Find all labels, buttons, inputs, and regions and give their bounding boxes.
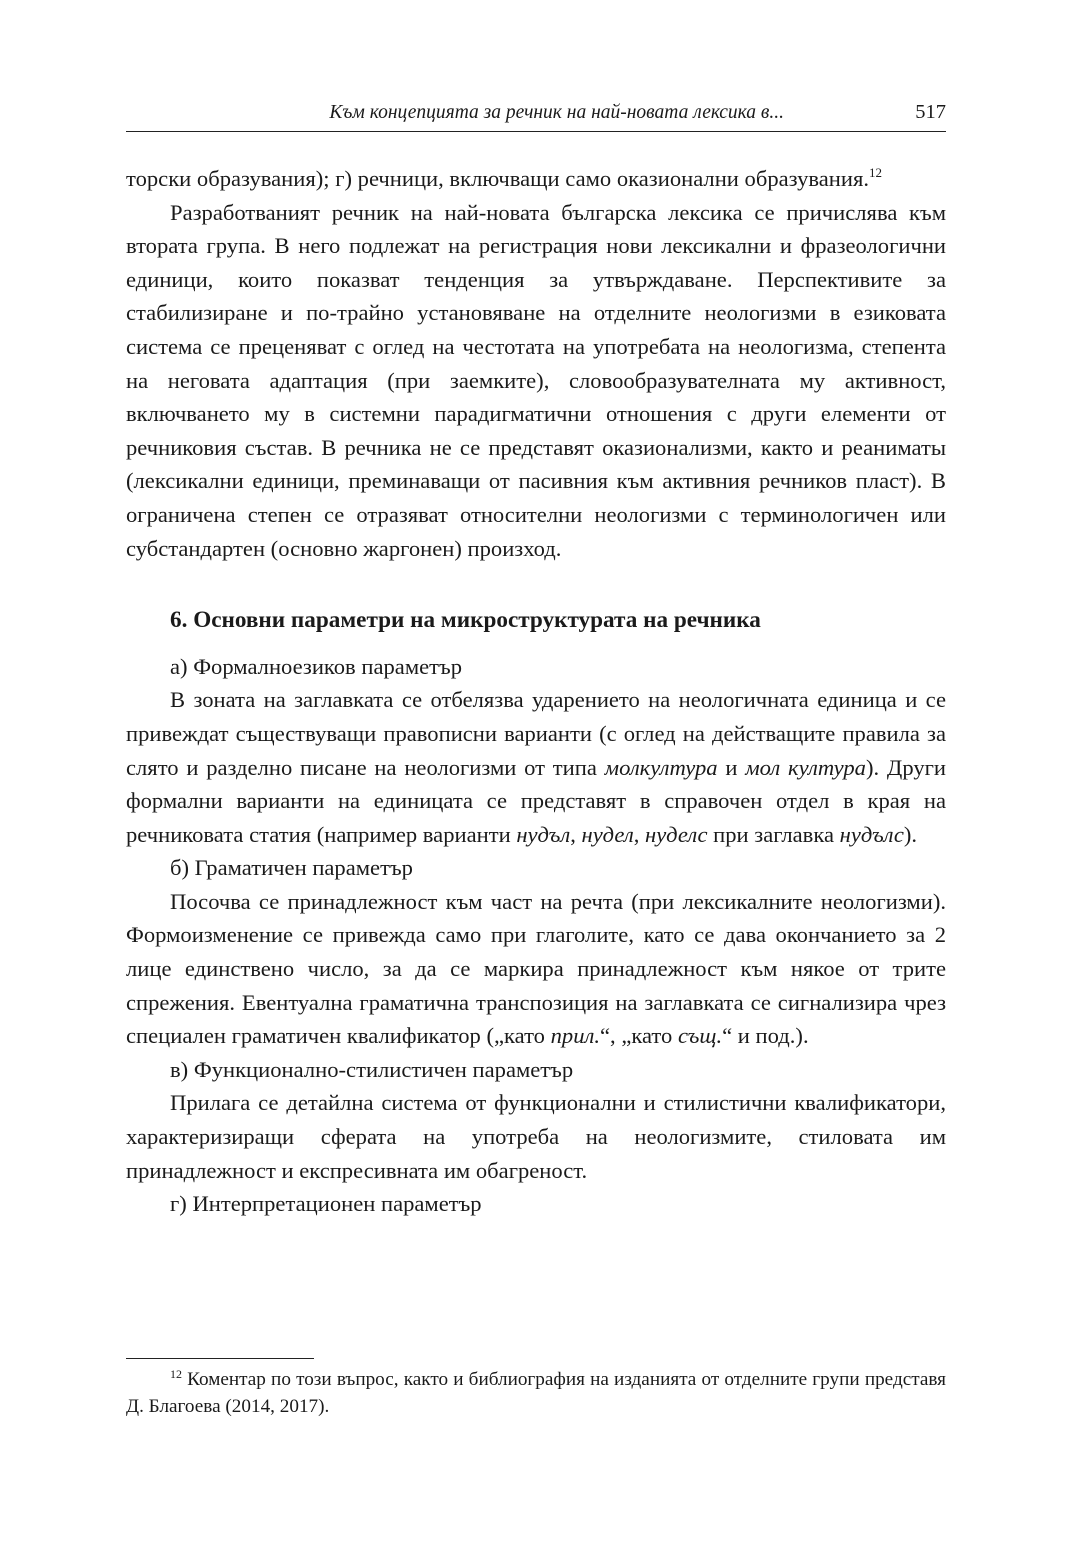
footnote-reference[interactable]: 12: [869, 165, 883, 180]
text-run: ).: [903, 821, 918, 847]
running-header: [126, 101, 946, 132]
qualifier-term: същ.: [677, 1023, 723, 1049]
footnote-divider: [126, 1358, 314, 1359]
text-run: ,: [570, 821, 582, 847]
text-run: В зоната на заглавката се отбелязва ударението на неологичната единица и се привеждат съществуващи правописни варианти (с оглед на действащите правила за слято и разделно писане на неологизми от типа: [126, 687, 946, 780]
text-run: при заглавка: [707, 821, 840, 847]
page-number: 517: [915, 101, 946, 123]
example-term: молкултура: [604, 754, 718, 780]
paragraph-text: торски образувания); г) речници, включващи само оказионални образувания.: [126, 166, 870, 191]
text-run: ). Други формални варианти на единицата се представят в справочен отдел в края на речниковата статия (например варианти: [126, 754, 946, 847]
running-title: Към концепцията за речник на най-новата лексика в...: [329, 102, 784, 123]
text-run: ,: [633, 821, 646, 847]
text-run: “, „като: [600, 1023, 678, 1049]
paragraph-stylistic-parameter: Прилага се детайлна система от функционални и стилистични квалификатори, характеризиращи сферата на употреба на неологизмите, стиловата им принадлежност и експресивната им обагреност.: [126, 1090, 946, 1183]
example-headword: нудълс: [839, 821, 904, 847]
example-variant: нудел: [581, 821, 634, 847]
subheading-stylistic-parameter: в) Функционално-стилистичен параметър: [170, 1056, 574, 1082]
subheading-interpretive-parameter: г) Интерпретационен параметър: [170, 1191, 482, 1217]
paragraph-grammatical-parameter: [126, 885, 946, 1053]
text-run: “ и под.).: [722, 1023, 809, 1049]
paragraph-continued: [126, 162, 946, 196]
footnote-body: Коментар по този въпрос, както и библиография на изданията от отделните групи представя Д. Благоева (2014, 2017).: [126, 1369, 946, 1417]
example-term: мол култура: [745, 754, 866, 780]
example-variant: нуделс: [645, 821, 708, 847]
footnote-text: [126, 1366, 946, 1420]
footnote: [126, 1366, 946, 1420]
section-heading: 6. Основни параметри на микроструктурата на речника: [170, 607, 761, 634]
text-run: Посочва се принадлежност към част на речта (при лексикалните неологизми). Формоизменение се привежда само при глаголите, като се дава окончанието за 2 лице единствено число, за да се маркира принадлежност към някое от трите спрежения. Евентуална граматична транспозиция на заглавката се сигнализира чрез специален граматичен квалификатор („като: [126, 888, 946, 1049]
example-variant: нудъл: [516, 821, 571, 847]
page-body: [126, 162, 946, 1221]
paragraph-dictionary-scope: Разработваният речник на най-новата българска лексика се причислява към втората група. В него подлежат на регистрация нови лексикални и фразеологични единици, които показват тенденция за утвърждаване. Перспективите за стабилизиране и по-трайно установяване на отделните неологизми в езиковата система се преценяват с оглед на честотата на употребата на неологизма, степента на неговата адаптация (при заемките), словообразувателната му активност, включването му в системни парадигматични отношения с други елементи от речниковия състав. В речника не се представят оказионализми, както и реаниматы (лексикални единици, преминаващи от пасивния към активния речников пласт). В ограничена степен се отразяват относителни неологизми с терминологичен или субстандартен (основно жаргонен) произход.: [126, 199, 946, 561]
paragraph-formal-parameter: [126, 683, 946, 851]
qualifier-term: прил.: [550, 1023, 600, 1049]
text-run: и: [717, 754, 746, 780]
footnote-number: 12: [170, 1367, 182, 1381]
subheading-formal-parameter: а) Формалноезиков параметър: [170, 653, 462, 679]
subheading-grammatical-parameter: б) Граматичен параметър: [170, 855, 413, 881]
